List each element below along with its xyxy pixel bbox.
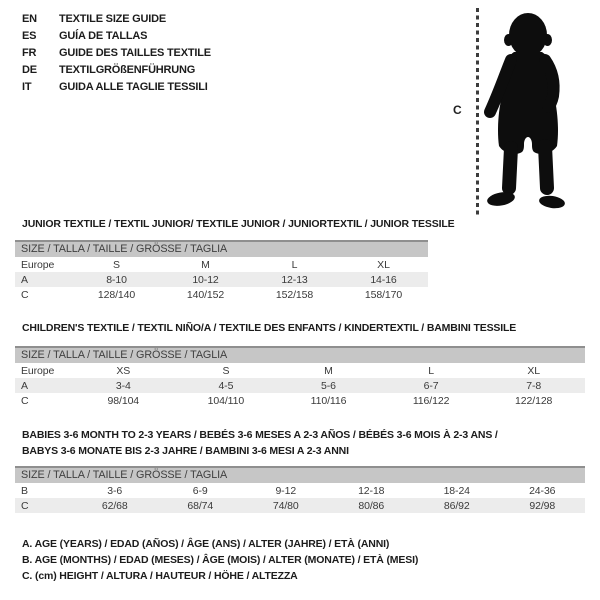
size-cell: 12-13 bbox=[281, 273, 308, 286]
size-cell: 18-24 bbox=[443, 484, 470, 497]
children-table-grid bbox=[15, 363, 585, 408]
row-label: A bbox=[21, 379, 28, 392]
language-title-list bbox=[22, 11, 211, 96]
size-cell: S bbox=[222, 364, 230, 377]
size-cell: 12-18 bbox=[358, 484, 385, 497]
size-cell: 62/68 bbox=[101, 499, 128, 512]
babies-table-grid bbox=[15, 483, 585, 513]
size-cell: 24-36 bbox=[529, 484, 556, 497]
language-row bbox=[22, 28, 211, 45]
size-cell: 3-4 bbox=[115, 379, 131, 392]
language-row bbox=[22, 11, 211, 28]
size-cell: 5-6 bbox=[321, 379, 336, 392]
guide-title: GUÍA DE TALLAS bbox=[59, 30, 148, 42]
size-cell: 10-12 bbox=[192, 273, 219, 286]
size-cell: 140/152 bbox=[186, 288, 225, 301]
size-cell: 6-7 bbox=[423, 379, 439, 392]
language-row bbox=[22, 62, 211, 79]
table-row bbox=[15, 393, 585, 408]
guide-title: GUIDA ALLE TAGLIE TESSILI bbox=[59, 81, 208, 93]
table-row bbox=[15, 257, 428, 272]
junior-size-table bbox=[15, 240, 428, 302]
size-cell: 7-8 bbox=[526, 379, 542, 392]
table-row bbox=[15, 483, 585, 498]
size-cell: L bbox=[428, 364, 434, 377]
table-row bbox=[15, 287, 428, 302]
size-cell: 122/128 bbox=[515, 394, 553, 407]
size-cell: 8-10 bbox=[106, 273, 127, 286]
size-header-band: SIZE / TALLA / TAILLE / GRÖSSE / TAGLIA bbox=[15, 346, 585, 363]
footnote-c: C. (cm) HEIGHT / ALTURA / HAUTEUR / HÖHE / ALTEZZA bbox=[22, 570, 298, 582]
language-code: ES bbox=[22, 30, 37, 42]
row-label: C bbox=[21, 499, 29, 512]
size-cell: 152/158 bbox=[275, 288, 314, 301]
row-label: B bbox=[21, 484, 28, 497]
footnote-a: A. AGE (YEARS) / EDAD (AÑOS) / ÂGE (ANS) / ALTER (JAHRE) / ETÀ (ANNI) bbox=[22, 538, 390, 550]
size-cell: 116/122 bbox=[412, 394, 450, 407]
table-row bbox=[15, 272, 428, 287]
size-cell: XL bbox=[377, 258, 390, 271]
table-row bbox=[15, 498, 585, 513]
language-code: IT bbox=[22, 81, 32, 93]
babies-title-line1: BABIES 3-6 MONTH TO 2-3 YEARS / BEBÉS 3-6 MESES A 2-3 AÑOS / BÉBÉS 3-6 MOIS À 2-3 ANS / bbox=[22, 429, 498, 441]
language-row bbox=[22, 45, 211, 62]
size-cell: 4-5 bbox=[218, 379, 234, 392]
size-cell: 104/110 bbox=[207, 394, 245, 407]
size-cell: S bbox=[113, 258, 120, 271]
size-cell: XS bbox=[116, 364, 131, 377]
size-cell: 14-16 bbox=[370, 273, 397, 286]
guide-title: TEXTILE SIZE GUIDE bbox=[59, 13, 167, 25]
baby-silhouette-icon bbox=[478, 0, 600, 220]
row-label: Europe bbox=[21, 258, 55, 271]
language-code: EN bbox=[22, 13, 37, 25]
row-label: C bbox=[21, 288, 29, 301]
footnotes bbox=[22, 536, 418, 584]
children-size-table bbox=[15, 346, 585, 408]
size-cell: 92/98 bbox=[529, 499, 556, 512]
size-cell: 80/86 bbox=[358, 499, 385, 512]
size-cell: 74/80 bbox=[272, 499, 299, 512]
size-header-band: SIZE / TALLA / TAILLE / GRÖSSE / TAGLIA bbox=[15, 240, 428, 257]
size-cell: 98/104 bbox=[107, 394, 140, 407]
size-cell: L bbox=[291, 258, 298, 271]
size-cell: 128/140 bbox=[97, 288, 136, 301]
footnote-b: B. AGE (MONTHS) / EDAD (MESES) / ÂGE (MOIS) / ALTER (MONATE) / ETÀ (MESI) bbox=[22, 554, 419, 566]
language-code: FR bbox=[22, 47, 37, 59]
size-cell: 86/92 bbox=[443, 499, 470, 512]
table-row bbox=[15, 363, 585, 378]
size-header-band: SIZE / TALLA / TAILLE / GRÖSSE / TAGLIA bbox=[15, 466, 585, 483]
language-code: DE bbox=[22, 64, 37, 76]
table-row bbox=[15, 378, 585, 393]
junior-table-grid bbox=[15, 257, 428, 302]
size-cell: 158/170 bbox=[364, 288, 403, 301]
guide-title: GUIDE DES TAILLES TEXTILE bbox=[59, 47, 211, 59]
babies-section-title bbox=[22, 427, 498, 459]
size-cell: XL bbox=[527, 364, 541, 377]
junior-section-title: JUNIOR TEXTILE / TEXTIL JUNIOR/ TEXTILE JUNIOR / JUNIORTEXTIL / JUNIOR TESSILE bbox=[22, 218, 455, 230]
size-cell: 68/74 bbox=[187, 499, 214, 512]
size-cell: 6-9 bbox=[192, 484, 208, 497]
size-cell: M bbox=[201, 258, 210, 271]
size-cell: 9-12 bbox=[275, 484, 297, 497]
size-cell: 110/116 bbox=[310, 394, 347, 407]
babies-title-line2: BABYS 3-6 MONATE BIS 2-3 JAHRE / BAMBINI 3-6 MESI A 2-3 ANNI bbox=[22, 445, 349, 457]
children-section-title: CHILDREN'S TEXTILE / TEXTIL NIÑO/A / TEXTILE DES ENFANTS / KINDERTEXTIL / BAMBINI TESSILE bbox=[22, 322, 517, 334]
height-measure-label: C bbox=[453, 103, 462, 117]
row-label: C bbox=[21, 394, 29, 407]
row-label: A bbox=[21, 273, 28, 286]
row-label: Europe bbox=[21, 364, 55, 377]
size-cell: 3-6 bbox=[107, 484, 123, 497]
guide-title: TEXTILGRÖßENFÜHRUNG bbox=[59, 64, 196, 76]
babies-size-table bbox=[15, 466, 585, 513]
language-row bbox=[22, 79, 211, 96]
size-cell: M bbox=[324, 364, 333, 377]
